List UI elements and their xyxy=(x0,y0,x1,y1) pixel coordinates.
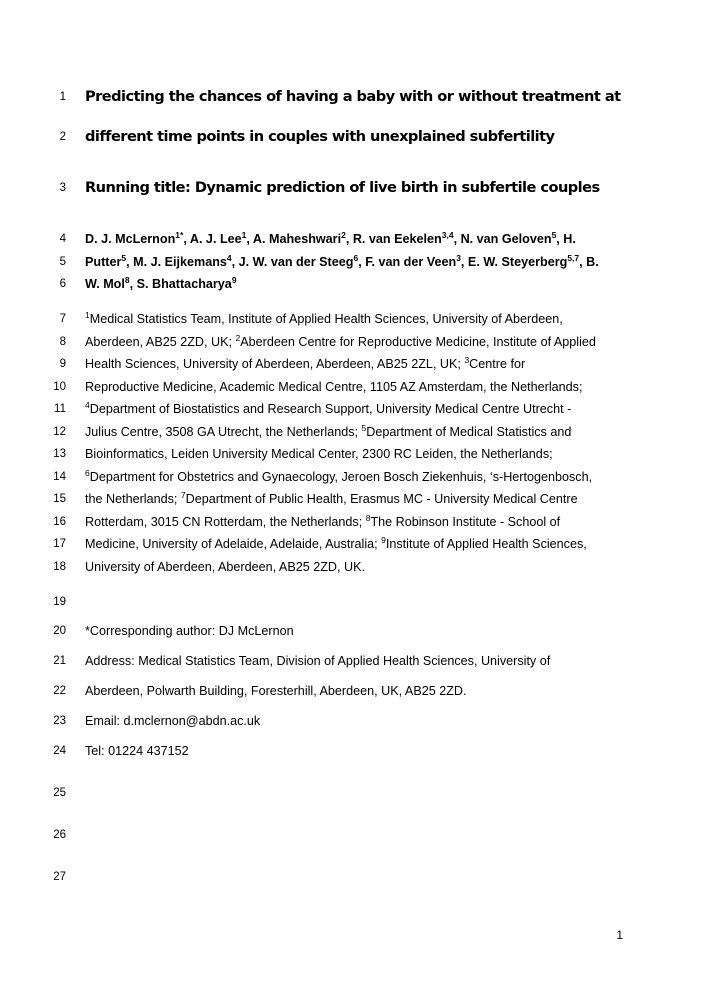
manuscript-line xyxy=(0,534,707,554)
manuscript-line xyxy=(0,621,707,641)
manuscript-line xyxy=(0,309,707,329)
authors-line-2: Putter$^5$, M. J. Eijkemans$^4$, J. W. van der Steeg$^6$, F. van der Veen$^3$, E. W. Steyerberg$^{5,7}$, B. xyxy=(85,253,599,269)
line-number: 15 xyxy=(53,493,66,505)
line-number: 5 xyxy=(59,256,66,268)
line-number: 25 xyxy=(53,787,66,799)
affiliation-line xyxy=(85,534,707,554)
line-number: 2 xyxy=(59,131,66,143)
author-name-part: Putter xyxy=(85,255,122,269)
affiliation-text: Centre for xyxy=(469,357,526,371)
title-line-1: Predicting the chances of having a baby with or without treatment at xyxy=(85,88,621,105)
affiliation-text: Rotterdam, 3015 CN Rotterdam, the Netherlands; xyxy=(85,515,366,529)
affiliation-text: Julius Centre, 3508 GA Utrecht, the Netherlands; xyxy=(85,425,362,439)
manuscript-line xyxy=(0,741,707,761)
affiliation-line xyxy=(85,309,707,329)
affiliation-text: Department of Medical Statistics and xyxy=(366,425,572,439)
author-name: A. J. Lee xyxy=(189,232,242,246)
manuscript-line xyxy=(0,178,707,198)
manuscript-line xyxy=(0,783,707,803)
manuscript-line xyxy=(0,711,707,731)
author-affiliation-marker: 6 xyxy=(353,253,359,263)
line-number: 7 xyxy=(59,313,66,325)
affiliation-text: Reproductive Medicine, Academic Medical Centre, 1105 AZ Amsterdam, the Netherlands; xyxy=(85,380,583,394)
affiliation-text: the Netherlands; xyxy=(85,492,181,506)
authors-line-3: W. Mol$^8$, S. Bhattacharya$^9$ xyxy=(85,275,237,291)
author-name: S. Bhattacharya xyxy=(136,277,232,291)
line-number: 1 xyxy=(59,91,66,103)
affiliation-marker: 6 xyxy=(85,468,90,478)
author-affiliation-marker: 1* xyxy=(175,230,184,240)
affiliation-line xyxy=(85,444,707,464)
manuscript-line xyxy=(0,867,707,887)
manuscript-line xyxy=(0,274,707,294)
affiliation-text: Health Sciences, University of Aberdeen, Aberdeen, AB25 2ZL, UK; xyxy=(85,357,465,371)
affiliation-marker: 8 xyxy=(365,513,371,523)
author-affiliation-marker: 2 xyxy=(341,230,346,240)
tel-line: Tel: 01224 437152 xyxy=(85,744,189,758)
email-line: Email: d.mclernon@abdn.ac.uk xyxy=(85,714,261,728)
affiliation-line xyxy=(85,557,707,577)
line-number: 14 xyxy=(53,471,66,483)
affiliation-line xyxy=(85,399,707,419)
author-affiliation-marker: 3,4 xyxy=(441,230,454,240)
line-number: 16 xyxy=(53,516,66,528)
manuscript-line xyxy=(0,229,707,249)
author-name: D. J. McLernon xyxy=(85,232,176,246)
affiliation-text: Bioinformatics, Leiden University Medical Center, 2300 RC Leiden, the Netherlands; xyxy=(85,447,553,461)
line-number: 22 xyxy=(53,685,66,697)
line-number: 21 xyxy=(53,655,66,667)
manuscript-line xyxy=(0,422,707,442)
affiliation-text: Aberdeen Centre for Reproductive Medicine, Institute of Applied xyxy=(240,335,596,349)
line-number: 26 xyxy=(53,829,66,841)
manuscript-line xyxy=(0,651,707,671)
running-title: Running title: Dynamic prediction of live birth in subfertile couples xyxy=(85,179,600,196)
line-number: 19 xyxy=(53,596,66,608)
line-number: 23 xyxy=(53,715,66,727)
manuscript-line xyxy=(0,332,707,352)
affiliation-text: Medical Statistics Team, Institute of Applied Health Sciences, University of Aberdeen, xyxy=(89,312,563,326)
affiliation-text: Department of Public Health, Erasmus MC - University Medical Centre xyxy=(185,492,578,506)
line-number: 8 xyxy=(59,336,66,348)
author-affiliation-marker: 8 xyxy=(124,275,130,285)
manuscript-line xyxy=(0,489,707,509)
address-line-2: Aberdeen, Polwarth Building, Foresterhill, Aberdeen, UK, AB25 2ZD. xyxy=(85,684,467,698)
affiliation-line xyxy=(85,377,707,397)
line-number: 10 xyxy=(53,381,66,393)
manuscript-line xyxy=(0,127,707,147)
author-affiliation-marker: 9 xyxy=(231,275,237,285)
line-number: 17 xyxy=(53,538,66,550)
line-number: 27 xyxy=(53,871,66,883)
author-affiliation-marker: 1 xyxy=(241,230,247,240)
line-number: 20 xyxy=(53,625,66,637)
affiliation-line xyxy=(85,422,707,442)
line-number: 11 xyxy=(54,403,66,415)
line-number: 18 xyxy=(53,561,66,573)
affiliation-marker: 4 xyxy=(85,400,90,410)
affiliation-marker: 9 xyxy=(381,535,386,545)
line-number: 24 xyxy=(53,745,66,757)
author-name: A. Maheshwari xyxy=(252,232,342,246)
manuscript-line xyxy=(0,87,707,107)
author-name-part: B. xyxy=(586,255,599,269)
line-number: 9 xyxy=(59,358,66,370)
affiliation-text: Department for Obstetrics and Gynaecology, Jeroen Bosch Ziekenhuis, ‘s-Hertogenbosch, xyxy=(89,470,593,484)
affiliation-line xyxy=(85,489,707,509)
line-number: 3 xyxy=(59,182,66,194)
affiliation-text: The Robinson Institute - School of xyxy=(370,515,561,529)
author-affiliation-marker: 5 xyxy=(551,230,557,240)
address-line-1: Address: Medical Statistics Team, Division of Applied Health Sciences, University of xyxy=(85,654,551,668)
author-name: M. J. Eijkemans xyxy=(133,255,227,269)
affiliation-marker: 3 xyxy=(464,355,470,365)
line-number: 13 xyxy=(53,448,66,460)
manuscript-line xyxy=(0,512,707,532)
affiliation-marker: 2 xyxy=(235,333,241,343)
author-name: J. W. van der Steeg xyxy=(238,255,354,269)
affiliation-text: University of Aberdeen, Aberdeen, AB25 2ZD, UK. xyxy=(85,560,366,574)
line-number: 6 xyxy=(59,278,66,290)
affiliation-marker: 5 xyxy=(361,423,367,433)
author-affiliation-marker: 5,7 xyxy=(567,253,580,263)
corresponding-author: *Corresponding author: DJ McLernon xyxy=(85,624,294,638)
author-name-part: H. xyxy=(563,232,576,246)
author-affiliation-marker: 4 xyxy=(226,253,232,263)
manuscript-line xyxy=(0,252,707,272)
author-name: N. van Geloven xyxy=(460,232,552,246)
manuscript-line xyxy=(0,444,707,464)
affiliation-text: Medicine, University of Adelaide, Adelaide, Australia; xyxy=(85,537,382,551)
title-line-2: different time points in couples with unexplained subfertility xyxy=(85,128,555,145)
author-name: F. van der Veen xyxy=(365,255,457,269)
author-name-part: W. Mol xyxy=(85,277,125,291)
manuscript-line xyxy=(0,825,707,845)
affiliation-line xyxy=(85,354,707,374)
manuscript-line xyxy=(0,592,707,612)
manuscript-line xyxy=(0,354,707,374)
affiliation-line xyxy=(85,512,707,532)
author-name: E. W. Steyerberg xyxy=(467,255,568,269)
author-name: R. van Eekelen xyxy=(352,232,442,246)
manuscript-line xyxy=(0,557,707,577)
author-affiliation-marker: 3 xyxy=(456,253,461,263)
affiliation-marker: 1 xyxy=(85,310,90,320)
affiliation-text: Institute of Applied Health Sciences, xyxy=(385,537,587,551)
authors-line-1: D. J. McLernon$^{1*}$, A. J. Lee$^1$, A. Maheshwari$^2$, R. van Eekelen$^{3,4}$, N. van Geloven$^5$, H. xyxy=(85,230,576,246)
affiliation-text: Aberdeen, AB25 2ZD, UK; xyxy=(85,335,236,349)
affiliation-marker: 7 xyxy=(180,490,186,500)
page-number: 1 xyxy=(616,928,623,942)
manuscript-line xyxy=(0,377,707,397)
affiliation-line xyxy=(85,467,707,487)
affiliation-text: Department of Biostatistics and Research Support, University Medical Centre Utrecht - xyxy=(89,402,572,416)
line-number: 12 xyxy=(53,426,66,438)
manuscript-line xyxy=(0,467,707,487)
author-affiliation-marker: 5 xyxy=(121,253,127,263)
manuscript-line xyxy=(0,399,707,419)
manuscript-line xyxy=(0,681,707,701)
affiliation-line xyxy=(85,332,707,352)
line-number: 4 xyxy=(59,233,66,245)
